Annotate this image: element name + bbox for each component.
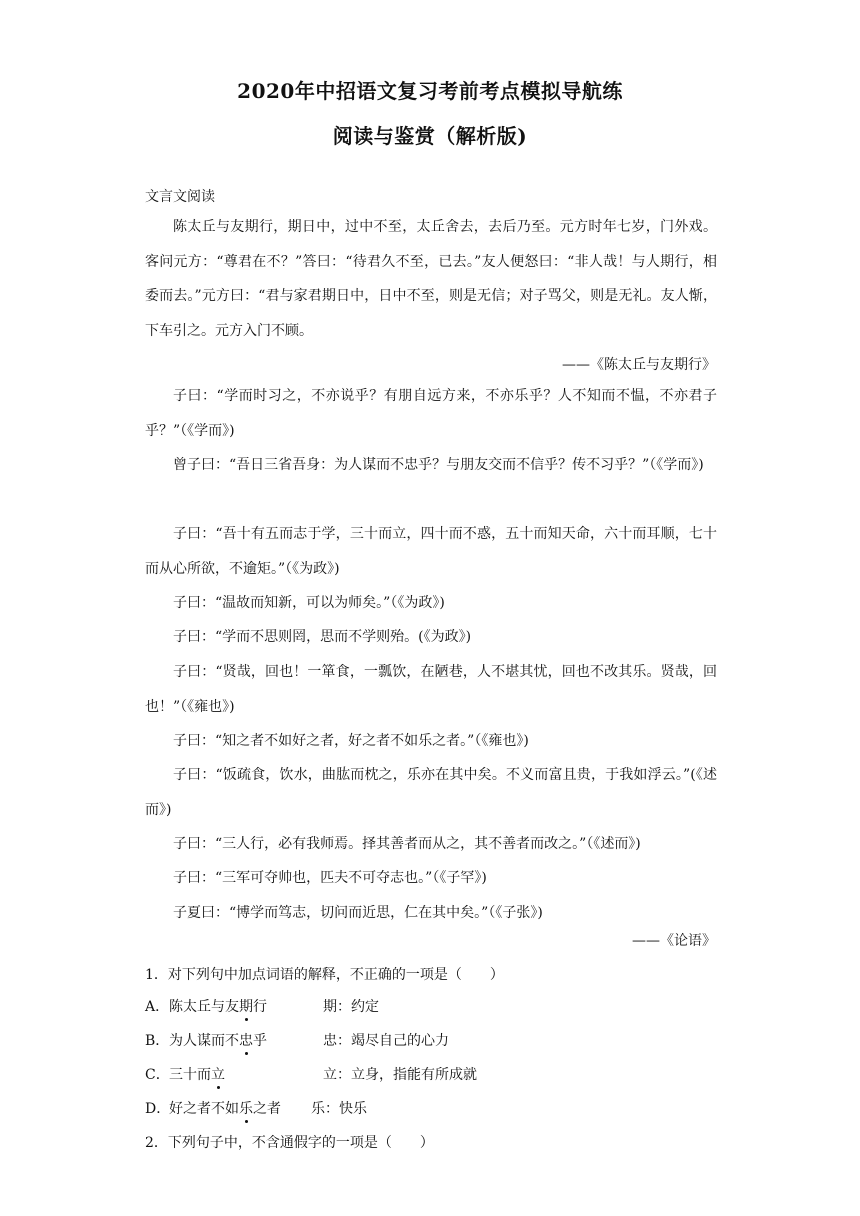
option-sentence: 陈太丘与友期行 [169, 996, 267, 1016]
analects-quote: 子曰：“学而时习之，不亦说乎？有朋自远方来，不亦乐乎？人不知而不愠，不亦君子乎？”（《学而》) [145, 388, 717, 439]
option-sentence: 为人谋而不忠乎 [169, 1030, 267, 1050]
analects-quote: 子夏曰：“博学而笃志，切问而近思，仁在其中矣。”（《子张》) [173, 905, 543, 921]
analects-quote: 子曰：“吾十有五而志于学，三十而立，四十而不惑，五十而知天命，六十而耳顺，七十而从心所欲，不逾矩。”（《为政》) [145, 526, 717, 577]
question-1-option-d[interactable] [145, 1098, 367, 1118]
analects-quote: 子曰：“温故而知新，可以为师矣。”（《为政》) [173, 595, 445, 611]
dotted-word: 立 [211, 1064, 225, 1084]
analects-quote: 子曰：“三军可夺帅也，匹夫不可夺志也。”（《子罕》) [173, 870, 487, 886]
analects-quote: 子曰：“学而不思则罔，思而不学则殆。(《为政》) [173, 629, 472, 645]
dotted-word: 期 [239, 996, 253, 1016]
option-letter: B． [145, 1033, 170, 1049]
option-explanation: 立：立身，指能有所成就 [323, 1067, 477, 1083]
question-1-option-c[interactable] [145, 1064, 477, 1084]
passage-source: ——《陈太丘与友期行》 [562, 357, 716, 373]
analects-quote: 子曰：“知之者不如好之者，好之者不如乐之者。”（《雍也》) [173, 733, 529, 749]
option-explanation: 期：约定 [323, 999, 379, 1015]
analects-quote: 子曰：“饭疏食，饮水，曲肱而枕之，乐亦在其中矣。不义而富且贵，于我如浮云。”(《述而》) [145, 767, 717, 818]
question-1-option-b[interactable] [145, 1030, 449, 1050]
dotted-word: 忠 [239, 1030, 253, 1050]
analects-quote: 子曰：“贤哉，回也！一箪食，一瓢饮，在陋巷，人不堪其忧，回也不改其乐。贤哉，回也！”（《雍也》) [145, 664, 717, 715]
option-letter: A． [145, 999, 170, 1015]
analects-source: ——《论语》 [632, 933, 716, 949]
option-letter: D． [145, 1101, 171, 1117]
question-2-stem: 2．下列句子中，不含通假字的一项是（ ） [145, 1135, 434, 1151]
option-explanation: 乐：快乐 [311, 1101, 367, 1117]
document-title: 2020年中招语文复习考前考点模拟导航练 [237, 79, 623, 103]
section-label: 文言文阅读 [145, 189, 215, 205]
option-letter: C． [145, 1067, 170, 1083]
analects-quote: 曾子曰：“吾日三省吾身：为人谋而不忠乎？与朋友交而不信乎？传不习乎？”（《学而》) [173, 457, 704, 473]
dotted-word: 乐 [239, 1098, 253, 1118]
option-sentence: 三十而立 [169, 1064, 225, 1084]
analects-quote: 子曰：“三人行，必有我师焉。择其善者而从之，其不善者而改之。”（《述而》) [173, 836, 641, 852]
question-1-stem: 1．对下列句中加点词语的解释，不正确的一项是（ ） [145, 967, 504, 983]
option-explanation: 忠：竭尽自己的心力 [323, 1033, 449, 1049]
option-sentence: 好之者不如乐之者 [169, 1098, 281, 1118]
passage-chen-taiqiu: 陈太丘与友期行，期日中，过中不至，太丘舍去，去后乃至。元方时年七岁，门外戏。客问元方：“尊君在不？”答曰：“待君久不至，已去。”友人便怒曰：“非人哉！与人期行，相委而去。”元方曰：“君与家君期日中，日中不至，则是无信；对子骂父，则是无礼。友人惭，下车引之。元方入门不顾。 [145, 219, 717, 339]
question-1-option-a[interactable] [145, 996, 379, 1016]
document-subtitle: 阅读与鉴赏（解析版) [332, 124, 528, 148]
